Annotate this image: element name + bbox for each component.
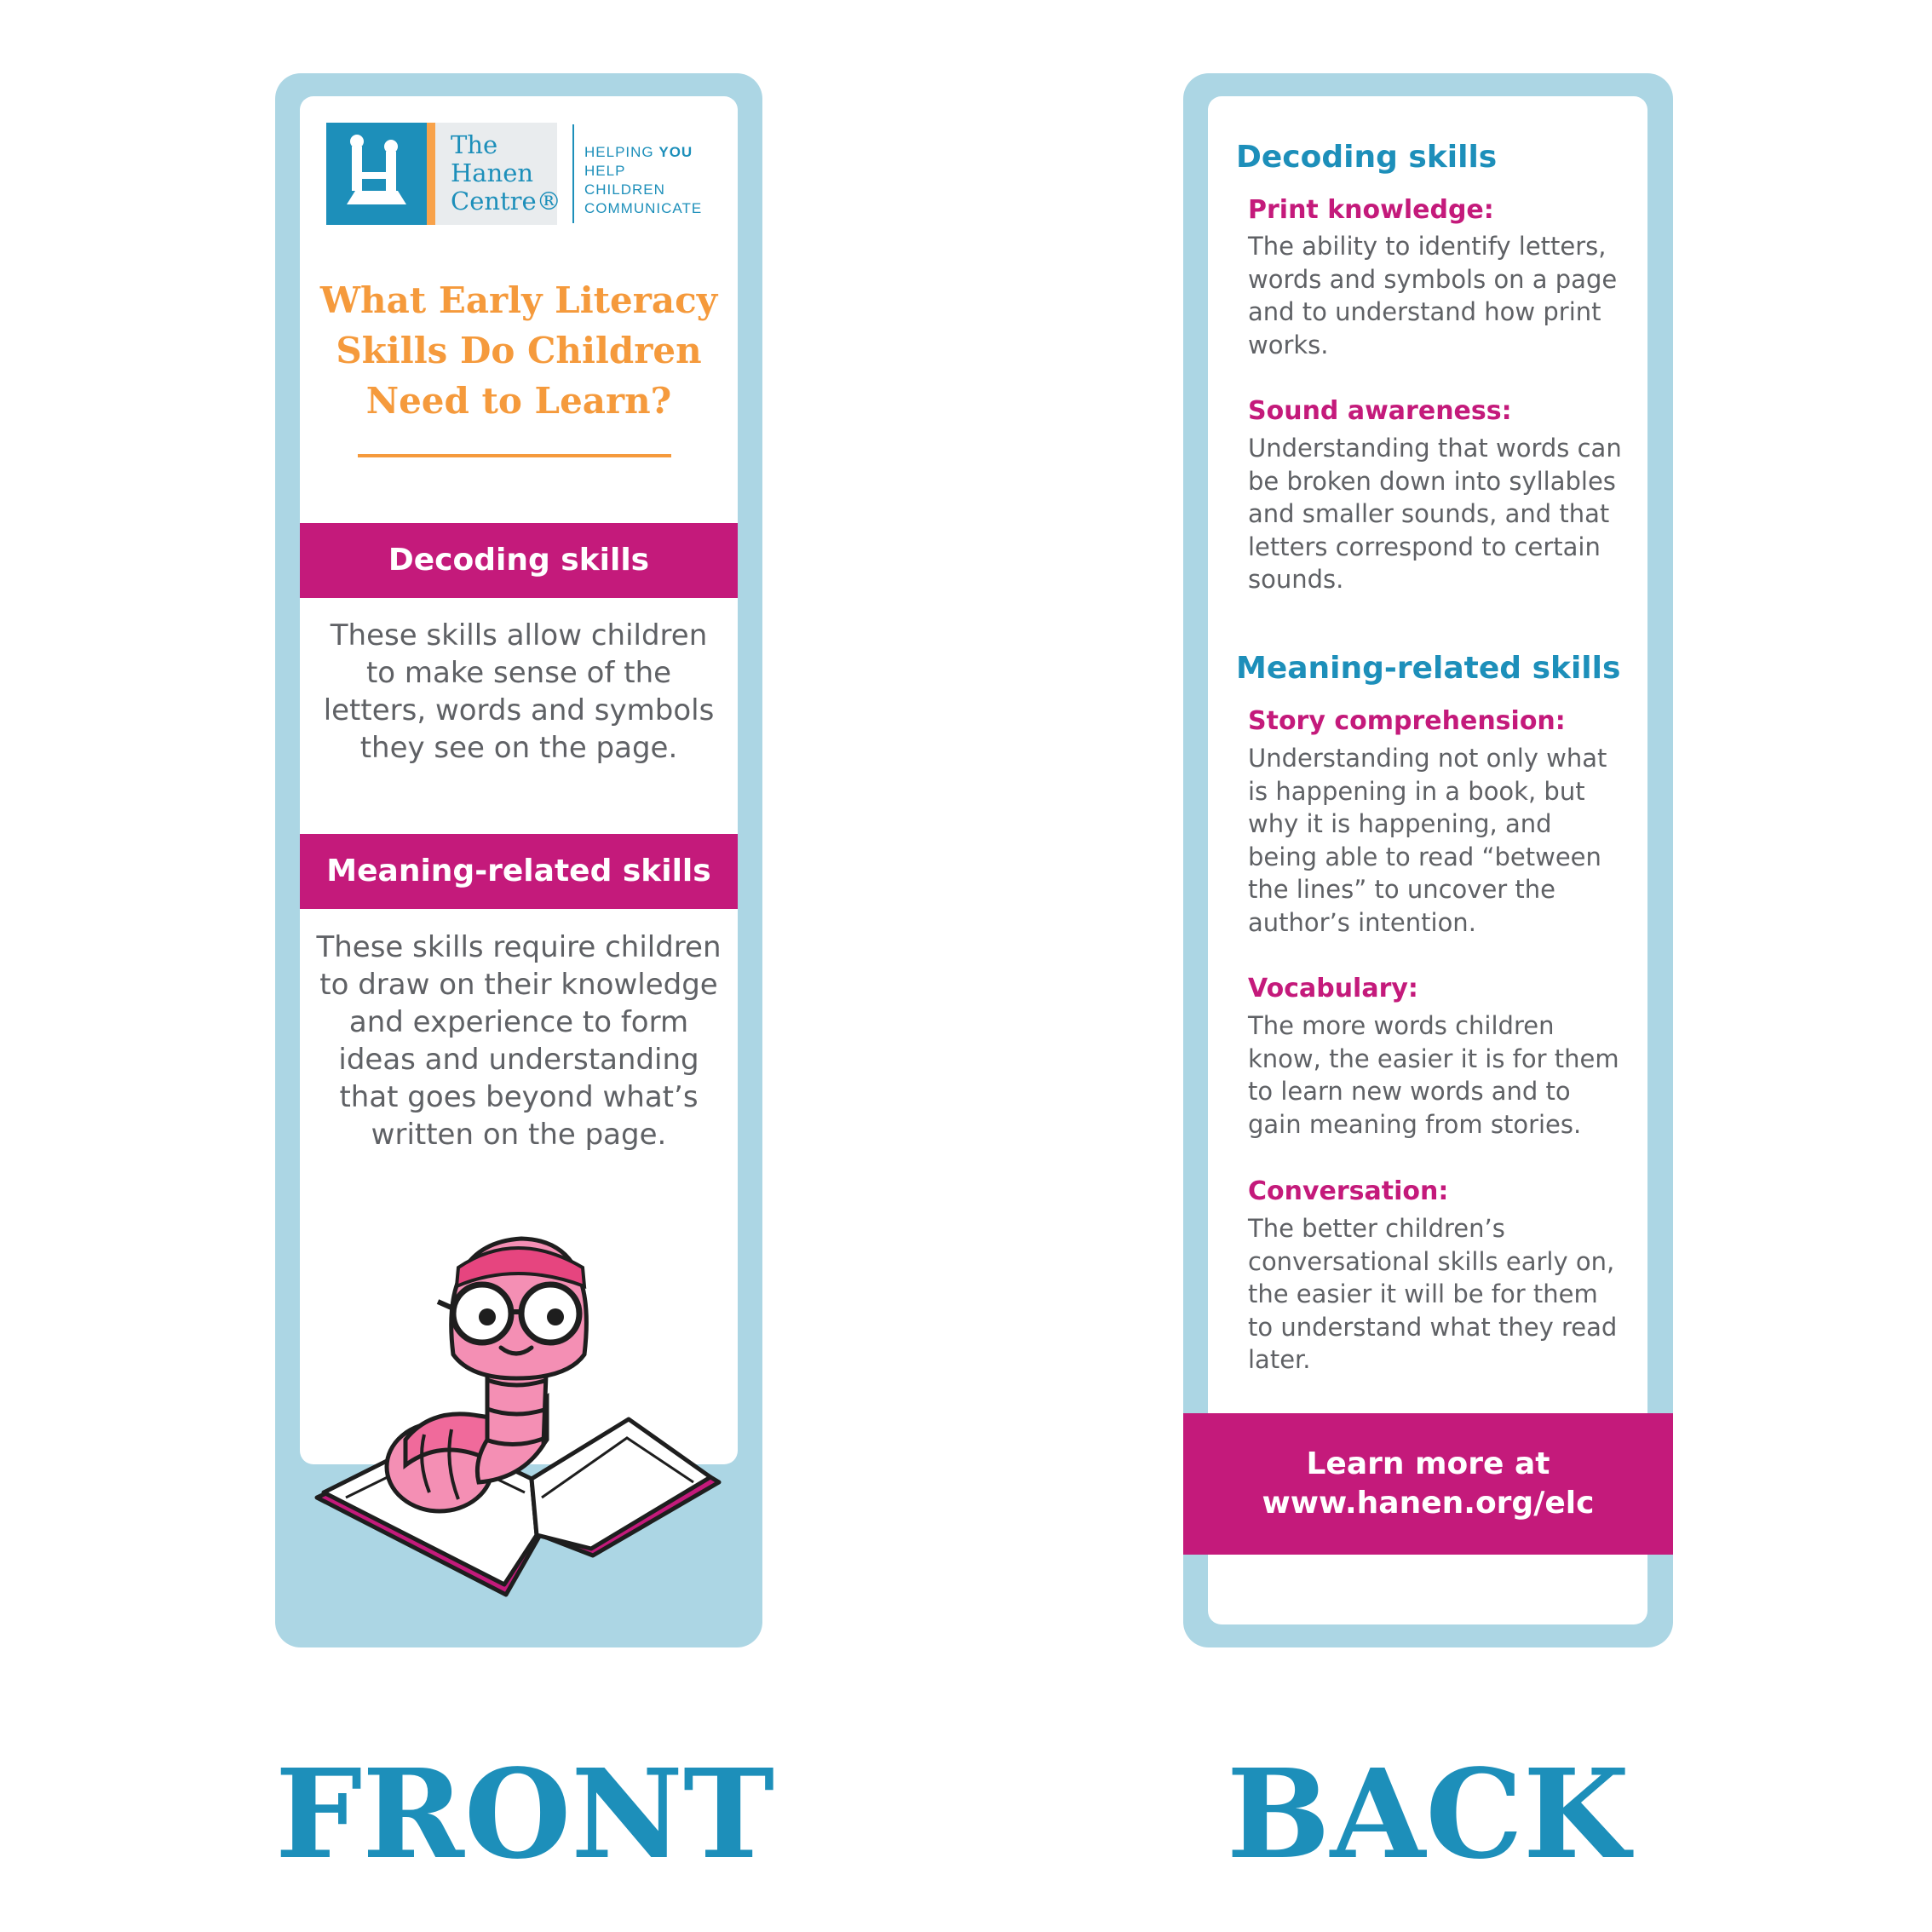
description-line: and experience to form — [348, 1005, 689, 1039]
learn-more-banner — [1183, 1413, 1673, 1555]
definition-line: The better children’s — [1248, 1214, 1505, 1243]
learn-more-text: Learn more at — [1306, 1446, 1550, 1481]
hanen-logo-icon — [326, 123, 427, 225]
def-vocabulary — [1248, 1009, 1636, 1141]
description-line: to draw on their knowledge — [319, 968, 718, 1002]
definition-line: to learn new words and to — [1248, 1077, 1571, 1106]
definition-line: gain meaning from stories. — [1248, 1109, 1582, 1139]
meaning-related-skills-band: Meaning-related skills — [300, 834, 738, 909]
definition-line: Understanding that words can — [1248, 434, 1622, 463]
definition-line: being able to read “between — [1248, 842, 1601, 871]
logo-stripe — [427, 123, 435, 225]
definition-line: words and symbols on a page — [1248, 264, 1618, 294]
logo-name-line: Centre® — [451, 187, 561, 216]
back-bookmark — [1183, 73, 1673, 1647]
logo-tagline-line: COMMUNICATE — [584, 200, 703, 216]
term-sound-awareness: Sound awareness: — [1248, 396, 1512, 426]
back-heading-decoding: Decoding skills — [1236, 140, 1498, 175]
decoding-skills-description — [312, 617, 726, 767]
description-line: to make sense of the — [365, 656, 672, 690]
description-line: These skills require children — [316, 930, 722, 964]
term-print-knowledge: Print knowledge: — [1248, 195, 1494, 225]
definition-line: and smaller sounds, and that — [1248, 499, 1610, 528]
description-line: ideas and understanding — [338, 1043, 699, 1077]
def-story-comprehension — [1248, 742, 1636, 939]
definition-line: works. — [1248, 330, 1329, 359]
term-conversation: Conversation: — [1248, 1176, 1449, 1206]
definition-line: why it is happening, and — [1248, 809, 1552, 838]
back-heading-meaning: Meaning-related skills — [1236, 651, 1621, 686]
back-label: BACK — [1226, 1742, 1630, 1886]
definition-line: and to understand how print — [1248, 297, 1601, 326]
definition-line: the lines” to uncover the — [1248, 875, 1556, 904]
def-conversation — [1248, 1212, 1636, 1377]
definition-line: Understanding not only what — [1248, 744, 1607, 773]
title-underline — [358, 454, 671, 457]
definition-line: be broken down into syllables — [1248, 466, 1616, 496]
logo-tagline-line: HELPING YOU — [584, 144, 693, 160]
meaning-related-skills-description — [312, 929, 726, 1153]
definition-line: to understand what they read — [1248, 1312, 1618, 1342]
description-line: they see on the page. — [359, 731, 678, 765]
back-panel — [1208, 96, 1647, 1624]
bookworm-illustration — [312, 1227, 738, 1610]
definition-line: The more words children — [1248, 1011, 1555, 1040]
definition-line: later. — [1248, 1345, 1311, 1374]
definition-line: know, the easier it is for them — [1248, 1044, 1619, 1073]
def-sound-awareness — [1248, 432, 1636, 596]
definition-line: author’s intention. — [1248, 907, 1476, 937]
term-story-comprehension: Story comprehension: — [1248, 706, 1566, 736]
bookworm-head — [438, 1239, 586, 1378]
def-print-knowledge — [1248, 230, 1636, 361]
tagline-emphasis: YOU — [658, 144, 693, 160]
description-line: that goes beyond what’s — [339, 1080, 699, 1114]
logo-divider — [572, 124, 574, 223]
logo-tagline — [584, 143, 706, 218]
description-line: These skills allow children — [330, 618, 708, 653]
definition-line: the easier it will be for them — [1248, 1279, 1598, 1308]
definition-line: The ability to identify letters, — [1248, 232, 1607, 261]
term-vocabulary: Vocabulary: — [1248, 974, 1418, 1003]
decoding-skills-band: Decoding skills — [300, 523, 738, 598]
definition-line: is happening in a book, but — [1248, 776, 1585, 806]
definition-line: letters correspond to certain — [1248, 532, 1601, 561]
definition-line: sounds. — [1248, 565, 1344, 594]
description-line: written on the page. — [371, 1118, 667, 1152]
hanen-logo — [326, 123, 706, 225]
website-link[interactable]: www.hanen.org/elc — [1262, 1486, 1595, 1521]
front-title: What Early Literacy Skills Do Children Need to Learn? — [319, 279, 718, 422]
front-label: FRONT — [275, 1742, 775, 1886]
definition-line: conversational skills early on, — [1248, 1246, 1615, 1276]
logo-tagline-line: HELP CHILDREN — [584, 163, 665, 198]
logo-name-line: Hanen — [451, 158, 534, 187]
logo-name — [451, 131, 561, 216]
description-line: letters, words and symbols — [323, 693, 715, 727]
logo-name-line: The — [451, 130, 498, 159]
